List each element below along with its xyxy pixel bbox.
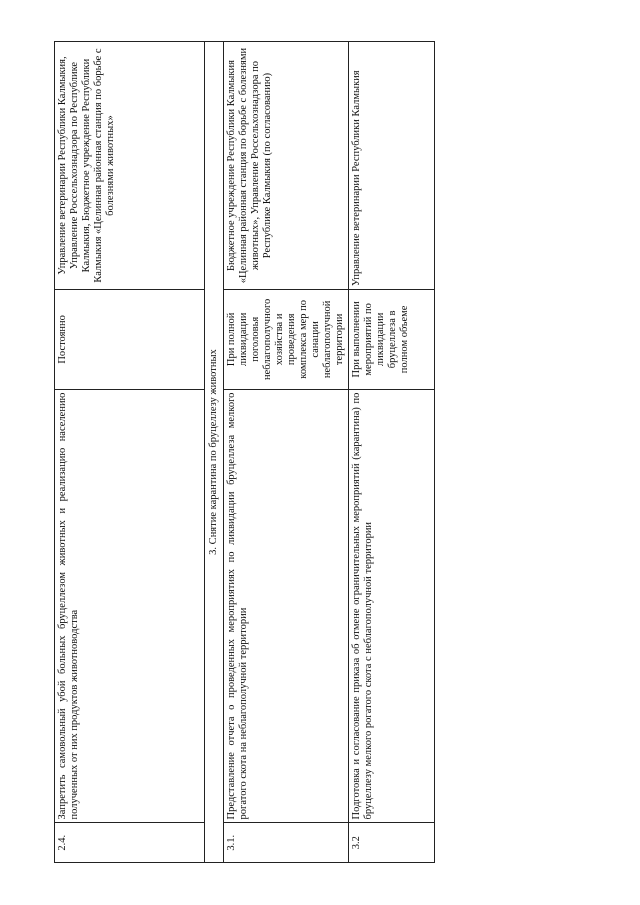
- row-number: 3.1.: [224, 823, 349, 863]
- rotated-table-wrapper: [54, 41, 434, 863]
- row-number: 3.2: [349, 823, 435, 863]
- responsible-cell: Бюджетное учреждение Республики Калмыкия «Целинная районная станция по борьбе с болезнями животных», Управление Россельхознадзора по Республике Калмыкия (по согласованию): [224, 42, 349, 290]
- table-row: [55, 42, 205, 863]
- measure-text: Представление отчета о проведенных мероприятиях по ликвидации бруцеллеза мелкого рогатого скота на неблагополучной территории: [224, 389, 349, 823]
- row-number: 2.4.: [55, 823, 205, 863]
- measures-table: [54, 41, 435, 863]
- responsible-cell: Управление ветеринарии Республики Калмыкия: [349, 42, 435, 290]
- section-title: 3. Снятие карантина по бруцеллезу животных: [205, 42, 224, 863]
- responsible-cell: Управление ветеринарии Республики Калмыкия, Управление Россельхознадзора по Республике Калмыкия, Бюджетное учреждение Республики Калмыкия «Целинная районная станция по борьбе с болезнями животных»: [55, 42, 205, 290]
- measure-text: Запретить самовольный убой больных бруцеллезом животных и реализацию населению полученных от них продуктов животноводства: [55, 389, 205, 823]
- term-cell: При полной ликвидации поголовья неблагополучного хозяйства и проведения комплекса мер по санации неблагополучной территории: [224, 290, 349, 389]
- table-row: [349, 42, 435, 863]
- table-row: [224, 42, 349, 863]
- section-row: [205, 42, 224, 863]
- term-cell: При выполнении мероприятий по ликвидации бруцеллеза в полном объеме: [349, 290, 435, 389]
- measure-text: Подготовка и согласование приказа об отмене ограничительных мероприятий (карантина) по бруцеллезу мелкого рогатого скота с неблагополучной территории: [349, 389, 435, 823]
- term-cell: Постоянно: [55, 290, 205, 389]
